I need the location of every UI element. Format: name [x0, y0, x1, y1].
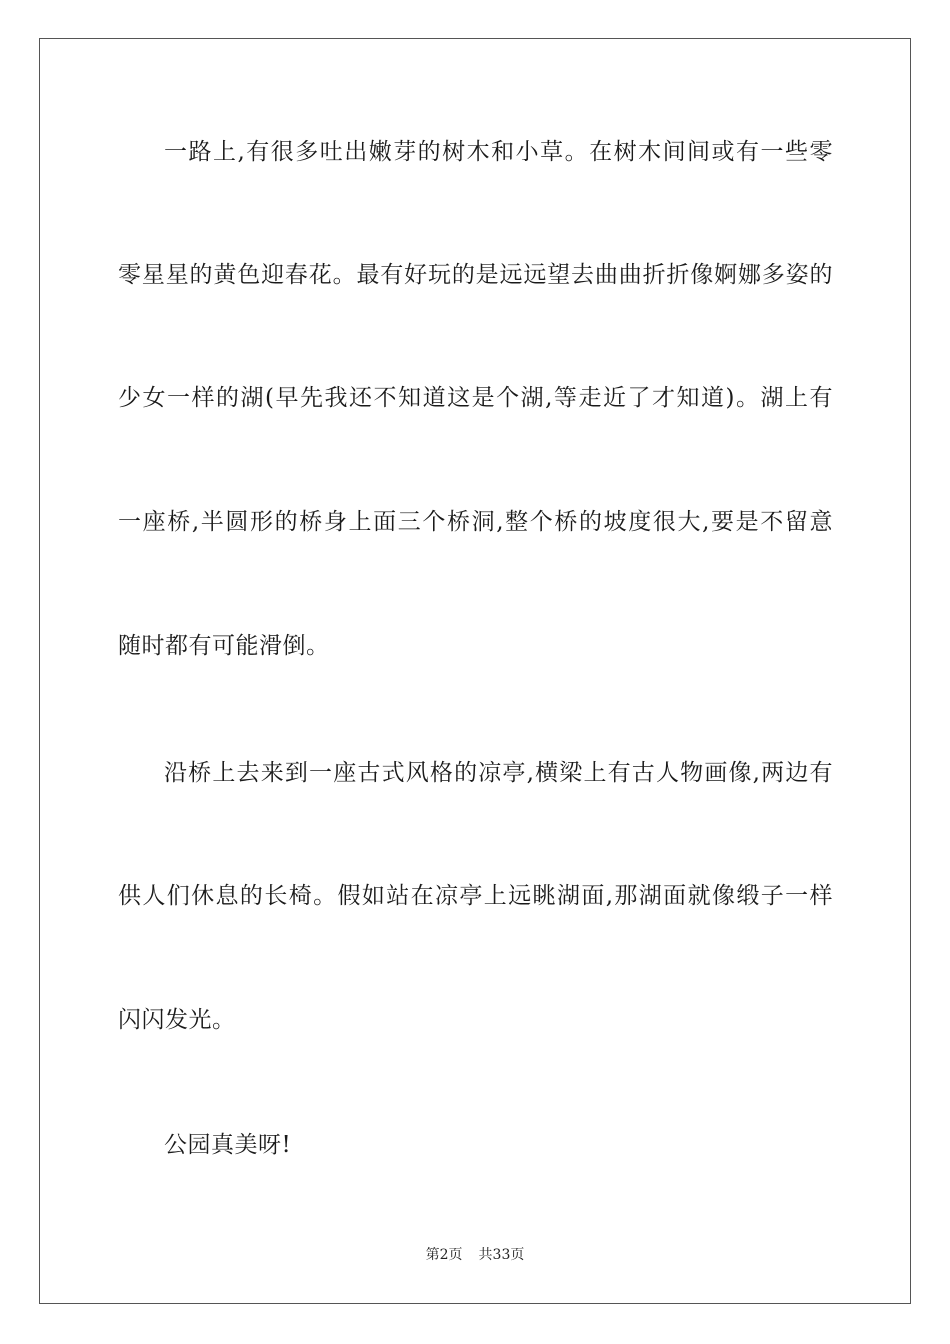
- page-border: [39, 38, 911, 1304]
- paragraph-1-line-4: 一座桥,半圆形的桥身上面三个桥洞,整个桥的坡度很大,要是不留意: [118, 509, 833, 535]
- page-number-total: 共33页: [478, 1247, 525, 1263]
- page-footer: [0, 1246, 950, 1264]
- paragraph-1-line-3: 少女一样的湖(早先我还不知道这是个湖,等走近了才知道)。湖上有: [118, 385, 833, 411]
- paragraph-2-line-2: 供人们休息的长椅。假如站在凉亭上远眺湖面,那湖面就像缎子一样: [118, 883, 833, 909]
- paragraph-1-line-2: 零星星的黄色迎春花。最有好玩的是远远望去曲曲折折像婀娜多姿的: [118, 262, 833, 288]
- paragraph-1-line-1: 一路上,有很多吐出嫩芽的树木和小草。在树木间间或有一些零: [164, 139, 833, 165]
- paragraph-2-line-3: 闪闪发光。: [118, 1007, 236, 1033]
- paragraph-2-line-1: 沿桥上去来到一座古式风格的凉亭,横梁上有古人物画像,两边有: [164, 760, 833, 786]
- page-number-current: 第2页: [425, 1247, 463, 1263]
- paragraph-3-line-1: 公园真美呀!: [164, 1132, 292, 1158]
- paragraph-1-line-5: 随时都有可能滑倒。: [118, 633, 330, 659]
